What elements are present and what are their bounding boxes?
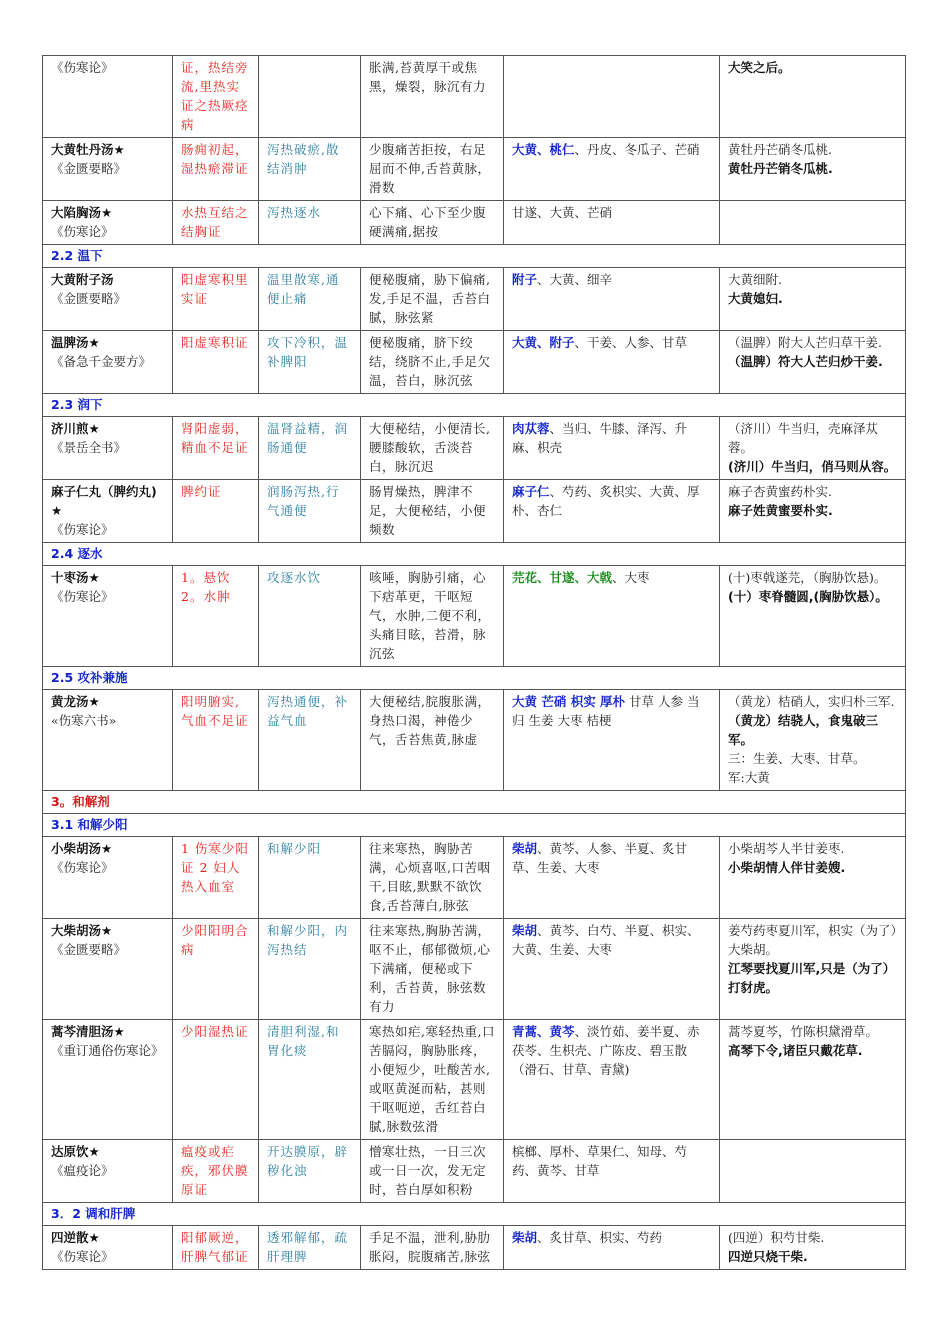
mnemonic-plain: 小柴胡芩人半甘姜枣. (728, 841, 845, 856)
formula-source: 《金匮要略》 (51, 161, 127, 176)
formula-source: 《备急千金要方》 (51, 354, 152, 369)
symptoms-text: 大便秘结,脘腹胀满，身热口渴，神倦少气，舌苔焦黄,脉虚 (369, 694, 491, 747)
therapy-cell (259, 138, 361, 201)
herbs-rest: 、芍药、炙枳实、大黄、厚朴、杏仁 (512, 484, 700, 518)
formula-row-16 (43, 919, 906, 1020)
therapy-text: 攻逐水饮 (267, 570, 322, 585)
formula-source: «伤寒六书» (51, 713, 117, 728)
symptoms-cell (361, 201, 504, 245)
mnemonic-cell (720, 1140, 906, 1203)
formula-name: 四逆散★ (51, 1230, 100, 1245)
formula-source: 《金匮要略》 (51, 291, 127, 306)
therapy-text: 和解少阳 (267, 841, 322, 856)
mnemonic-plain: 大黄细附. (728, 272, 782, 287)
formula-name: 大黄牡丹汤★ (51, 142, 125, 157)
symptoms-cell (361, 1140, 504, 1203)
formula-source: 《重订通俗伤寒论》 (51, 1043, 164, 1058)
formula-source: 《瘟疫论》 (51, 1163, 114, 1178)
mnemonic-cell (720, 480, 906, 543)
formula-name-cell (43, 417, 173, 480)
section-header-row-11 (43, 667, 906, 690)
syndrome-text: 阳虚寒积里实证 (181, 272, 249, 306)
herbs-rest: 、干姜、人参、甘草 (574, 335, 688, 350)
herbs-rest: 、黄芩、白芍、半夏、枳实、大黄、生姜、大枣 (512, 923, 700, 957)
formula-source: 《景岳全书》 (51, 440, 127, 455)
herbs-cell (504, 138, 720, 201)
mnemonic-bold: 大黄媳妇. (728, 291, 783, 306)
mnemonic-bold: 小柴胡情人伴甘姜嫂. (728, 860, 846, 875)
formula-row-2 (43, 201, 906, 245)
herbs-key: 附子 (512, 272, 538, 287)
symptoms-cell (361, 138, 504, 201)
syndrome-cell (173, 566, 259, 667)
therapy-cell (259, 566, 361, 667)
herbs-key: 青蒿、黄芩 (512, 1024, 575, 1039)
therapy-text: 开达膜原，辟秽化浊 (267, 1144, 349, 1178)
therapy-text: 泻热破瘀,散结消肿 (267, 142, 340, 176)
therapy-text: 清胆利湿,和胃化痰 (267, 1024, 340, 1058)
section-header-row-9 (43, 543, 906, 566)
herbs-key: 大黄 芒硝 枳实 厚朴 (512, 694, 626, 709)
formula-source: 《伤寒论》 (51, 224, 114, 239)
symptoms-text: 往来寒热,胸胁苦满，呕不止，郁郁微烦,心下满痛，便秘或下利，舌苔黄，脉弦数有力 (369, 923, 491, 1014)
mnemonic-plain: (十)枣戟遂芫，（胸胁饮悬)。 (728, 570, 887, 585)
formula-row-4 (43, 268, 906, 331)
formula-source: 《伤寒论》 (51, 589, 114, 604)
symptoms-cell (361, 331, 504, 394)
syndrome-cell (173, 331, 259, 394)
syndrome-cell (173, 1020, 259, 1140)
formula-name: 达原饮★ (51, 1144, 100, 1159)
syndrome-text: 证，热结旁流,里热实证之热厥痉病 (181, 60, 249, 132)
herbs-cell (504, 837, 720, 919)
syndrome-text: 1。悬饮 2。水肿 (181, 570, 231, 604)
symptoms-text: 肠胃燥热，脾津不足，大便秘结，小便频数 (369, 484, 487, 537)
formula-row-1 (43, 138, 906, 201)
herbs-key: 柴胡 (512, 923, 538, 938)
therapy-text: 泻热通便，补益气血 (267, 694, 349, 728)
mnemonic-extra (728, 749, 897, 787)
syndrome-text: 瘟疫或疟疾，邪伏膜原证 (181, 1144, 249, 1197)
mnemonic-bold: （黄龙）结骁人，食鬼破三军。 (728, 713, 879, 747)
formula-name-cell (43, 56, 173, 138)
therapy-text: 泻热逐水 (267, 205, 322, 220)
mnemonic-plain: 黄牡丹芒硝冬瓜桃. (728, 142, 832, 157)
therapy-cell (259, 480, 361, 543)
section-header: 2.2 温下 (43, 245, 906, 268)
section-header-row-14 (43, 814, 906, 837)
symptoms-text: 胀满,苔黄厚干或焦黑，燥裂，脉沉有力 (369, 60, 487, 94)
syndrome-text: 肾阳虚弱，精血不足证 (181, 421, 249, 455)
mnemonic-plain: （济川）牛当归，壳麻泽苁蓉。 (728, 421, 879, 455)
formula-name-cell (43, 201, 173, 245)
symptoms-cell (361, 690, 504, 791)
therapy-cell (259, 201, 361, 245)
formula-name: 大黄附子汤 (51, 272, 114, 287)
formula-row-20 (43, 1226, 906, 1270)
mnemonic-plain: (四逆）积芍甘柴. (728, 1230, 825, 1245)
herbs-cell (504, 919, 720, 1020)
therapy-cell (259, 1020, 361, 1140)
syndrome-cell (173, 480, 259, 543)
section-header-row-3 (43, 245, 906, 268)
mnemonic-cell (720, 331, 906, 394)
mnemonic-extra-line: 军:大黄 (728, 770, 770, 785)
syndrome-text: 少阳湿热证 (181, 1024, 249, 1039)
symptoms-cell (361, 480, 504, 543)
formula-name: 大陷胸汤★ (51, 205, 113, 220)
symptoms-text: 大便秘结，小便清长,腰膝酸软，舌淡苔白，脉沉迟 (369, 421, 491, 474)
symptoms-text: 心下痛、心下至少腹硬满痛,据按 (369, 205, 487, 239)
formula-source: 《伤寒论》 (51, 60, 114, 75)
formula-row-8 (43, 480, 906, 543)
symptoms-text: 便秘腹痛，胁下偏痛,发,手足不温，舌苔白腻，脉弦紧 (369, 272, 491, 325)
herbs-cell (504, 417, 720, 480)
mnemonic-cell (720, 1020, 906, 1140)
mnemonic-extra-line: 三：生姜、大枣、甘草。 (728, 751, 866, 766)
therapy-cell (259, 417, 361, 480)
mnemonic-cell (720, 1226, 906, 1270)
herbs-key: 大黄、附子 (512, 335, 575, 350)
syndrome-cell (173, 690, 259, 791)
herbs-cell (504, 690, 720, 791)
therapy-cell (259, 268, 361, 331)
mnemonic-cell (720, 201, 906, 245)
mnemonic-cell (720, 138, 906, 201)
herbs-rest: 、黄芩、人参、半夏、炙甘草、生姜、大枣 (512, 841, 688, 875)
mnemonic-cell (720, 56, 906, 138)
syndrome-text: 1 伤寒少阳证 2 妇人热入血室 (181, 841, 249, 894)
mnemonic-bold: 麻子姓黄蜜要朴实. (728, 503, 833, 518)
herbs-key: 大黄、桃仁 (512, 142, 575, 157)
formula-row-17 (43, 1020, 906, 1140)
herbs-cell (504, 480, 720, 543)
formula-row-15 (43, 837, 906, 919)
syndrome-text: 肠痈初起，湿热瘀滞证 (181, 142, 249, 176)
formula-name-cell (43, 480, 173, 543)
symptoms-text: 便秘腹痛，脐下绞结，绕脐不止,手足欠温，苔白，脉沉弦 (369, 335, 491, 388)
section-header-row-6 (43, 394, 906, 417)
section-header: 3．2 调和肝脾 (43, 1203, 906, 1226)
mnemonic-cell (720, 566, 906, 667)
symptoms-text: 往来寒热，胸胁苦满，心烦喜呕,口苦咽干,目眩,默默不欲饮食,舌苔薄白,脉弦 (369, 841, 491, 913)
formula-name: 十枣汤★ (51, 570, 100, 585)
symptoms-text: 憎寒壮热，一日三次或一日一次，发无定时，苔白厚如积粉 (369, 1144, 487, 1197)
therapy-cell (259, 919, 361, 1020)
therapy-text: 润肠泻热,行气通便 (267, 484, 340, 518)
formula-row-5 (43, 331, 906, 394)
formula-row-18 (43, 1140, 906, 1203)
herbs-rest: 、当归、牛膝、泽泻、升麻、枳壳 (512, 421, 688, 455)
section-header: 3。和解剂 (43, 791, 906, 814)
syndrome-text: 阳明腑实,气血不足证 (181, 694, 249, 728)
formula-row-0 (43, 56, 906, 138)
herbs-cell (504, 268, 720, 331)
syndrome-cell (173, 919, 259, 1020)
herbs-rest: 甘遂、大黄、芒硝 (512, 205, 613, 220)
herbs-cell (504, 56, 720, 138)
syndrome-cell (173, 268, 259, 331)
symptoms-text: 寒热如疟,寒轻热重,口苦膈闷，胸胁胀疼，小便短少，吐酸苦水,或呕黄涎而粘，甚则干呕呃逆，舌红苔白腻,脉数弦滑 (369, 1024, 495, 1134)
therapy-cell (259, 1226, 361, 1270)
formula-name: 济川煎★ (51, 421, 100, 436)
formula-name: 大柴胡汤★ (51, 923, 113, 938)
herbs-cell (504, 1226, 720, 1270)
symptoms-cell (361, 268, 504, 331)
syndrome-text: 少阳阳明合病 (181, 923, 249, 957)
formula-row-12 (43, 690, 906, 791)
syndrome-cell (173, 837, 259, 919)
herbs-cell (504, 1020, 720, 1140)
mnemonic-plain: 麻子杏黄蜜药朴实. (728, 484, 832, 499)
mnemonic-plain: 蒿芩夏芩，竹陈枳黛滑草。 (728, 1024, 879, 1039)
mnemonic-cell (720, 417, 906, 480)
mnemonic-cell (720, 837, 906, 919)
section-header: 3.1 和解少阳 (43, 814, 906, 837)
syndrome-text: 阳郁厥逆，肝脾气郁证 (181, 1230, 249, 1264)
formula-table (42, 55, 906, 1270)
herbs-key: 麻子仁 (512, 484, 550, 499)
formula-name-cell (43, 919, 173, 1020)
herbs-rest: 、炙甘草、枳实、芍药 (537, 1230, 663, 1245)
syndrome-cell (173, 56, 259, 138)
syndrome-cell (173, 201, 259, 245)
formula-name-cell (43, 1140, 173, 1203)
herbs-rest: 槟榔、厚朴、草果仁、知母、芍药、黄芩、甘草 (512, 1144, 688, 1178)
herbs-rest: 、淡竹茹、姜半夏、赤茯苓、生枳壳、广陈皮、碧玉散（滑石、甘草、青黛) (512, 1024, 700, 1077)
herbs-cell (504, 1140, 720, 1203)
therapy-text: 攻下冷积，温补脾阳 (267, 335, 349, 369)
therapy-cell (259, 331, 361, 394)
syndrome-text: 阳虚寒积证 (181, 335, 249, 350)
therapy-text: 温肾益精，润肠通便 (267, 421, 349, 455)
symptoms-cell (361, 919, 504, 1020)
syndrome-text: 水热互结之结胸证 (181, 205, 249, 239)
mnemonic-bold: 大笑之后。 (728, 60, 791, 75)
syndrome-cell (173, 1140, 259, 1203)
formula-source: 《金匮要略》 (51, 942, 127, 957)
herbs-rest: 、丹皮、冬瓜子、芒硝 (574, 142, 700, 157)
therapy-cell (259, 690, 361, 791)
therapy-cell (259, 837, 361, 919)
herbs-cell (504, 566, 720, 667)
formula-source: 《伤寒论》 (51, 522, 114, 537)
symptoms-cell (361, 1226, 504, 1270)
formula-table-body (43, 56, 906, 1270)
herbs-rest: 、大黄、细辛 (537, 272, 613, 287)
mnemonic-plain: 姜芍药枣夏川军，枳实（为了）大柴胡。 (728, 923, 897, 957)
herbs-rest: 甘草 人参 当归 生姜 大枣 桔梗 (512, 694, 700, 728)
formula-name-cell (43, 837, 173, 919)
mnemonic-plain: （黄龙）桔硝人，实归朴三军. (728, 694, 895, 709)
symptoms-cell (361, 56, 504, 138)
section-header: 2.3 润下 (43, 394, 906, 417)
section-header: 2.4 逐水 (43, 543, 906, 566)
formula-name: 麻子仁丸（脾约丸)★ (51, 484, 157, 518)
therapy-text: 和解少阳，内泻热结 (267, 923, 349, 957)
herbs-key: 肉苁蓉 (512, 421, 550, 436)
formula-name-cell (43, 331, 173, 394)
section-header: 2.5 攻补兼施 (43, 667, 906, 690)
herbs-key: 柴胡 (512, 841, 538, 856)
mnemonic-cell (720, 690, 906, 791)
mnemonic-cell (720, 268, 906, 331)
formula-name: 蒿芩清胆汤★ (51, 1024, 125, 1039)
formula-name-cell (43, 1226, 173, 1270)
symptoms-cell (361, 417, 504, 480)
formula-name: 温脾汤★ (51, 335, 100, 350)
therapy-cell (259, 56, 361, 138)
mnemonic-bold: 黄牡丹芒销冬瓜桃. (728, 161, 833, 176)
syndrome-text: 脾约证 (181, 484, 222, 499)
mnemonic-bold: 高琴下令,诸臣只戴花草. (728, 1043, 863, 1058)
symptoms-text: 手足不温，泄利,胁肋胀闷，脘腹痛苦,脉弦 (369, 1230, 491, 1264)
section-header-row-13 (43, 791, 906, 814)
herbs-key: 柴胡 (512, 1230, 538, 1245)
formula-name-cell (43, 268, 173, 331)
formula-name: 小柴胡汤★ (51, 841, 113, 856)
therapy-text: 透邪解郁，疏肝理脾 (267, 1230, 349, 1264)
mnemonic-bold: 四逆只烧干柴. (728, 1249, 808, 1264)
therapy-text: 温里散寒,通便止痛 (267, 272, 340, 306)
mnemonic-bold: （温脾）符大人芒归炒干姜. (728, 354, 883, 369)
symptoms-cell (361, 837, 504, 919)
formula-name: 黄龙汤★ (51, 694, 100, 709)
mnemonic-plain: （温脾）附大人芒归草干姜. (728, 335, 882, 350)
therapy-cell (259, 1140, 361, 1203)
herbs-rest: 、大枣 (612, 570, 650, 585)
syndrome-cell (173, 417, 259, 480)
herbs-cell (504, 331, 720, 394)
symptoms-text: 咳唾，胸胁引痛，心下痞革更，干呕短气，水肿,二便不利，头痛目眩，苔滑，脉沉弦 (369, 570, 491, 661)
mnemonic-bold: (济川）牛当归，俏马则从容。 (728, 459, 897, 474)
herbs-key-green: 芫花、甘遂、大戟 (512, 570, 613, 585)
formula-name-cell (43, 690, 173, 791)
formula-row-10 (43, 566, 906, 667)
mnemonic-cell (720, 919, 906, 1020)
formula-name-cell (43, 1020, 173, 1140)
syndrome-cell (173, 1226, 259, 1270)
formula-name-cell (43, 138, 173, 201)
symptoms-cell (361, 1020, 504, 1140)
herbs-cell (504, 201, 720, 245)
formula-row-7 (43, 417, 906, 480)
formula-name-cell (43, 566, 173, 667)
symptoms-cell (361, 566, 504, 667)
syndrome-cell (173, 138, 259, 201)
section-header-row-19 (43, 1203, 906, 1226)
symptoms-text: 少腹痛苦拒按，右足屈而不伸,舌苔黄脉，滑数 (369, 142, 491, 195)
formula-source: 《伤寒论》 (51, 1249, 114, 1264)
mnemonic-bold: (十）枣脊髓圆,(胸胁饮悬）。 (728, 589, 888, 604)
formula-source: 《伤寒论》 (51, 860, 114, 875)
mnemonic-bold: 江琴要找夏川军,只是（为了）打豺虎。 (728, 961, 896, 995)
